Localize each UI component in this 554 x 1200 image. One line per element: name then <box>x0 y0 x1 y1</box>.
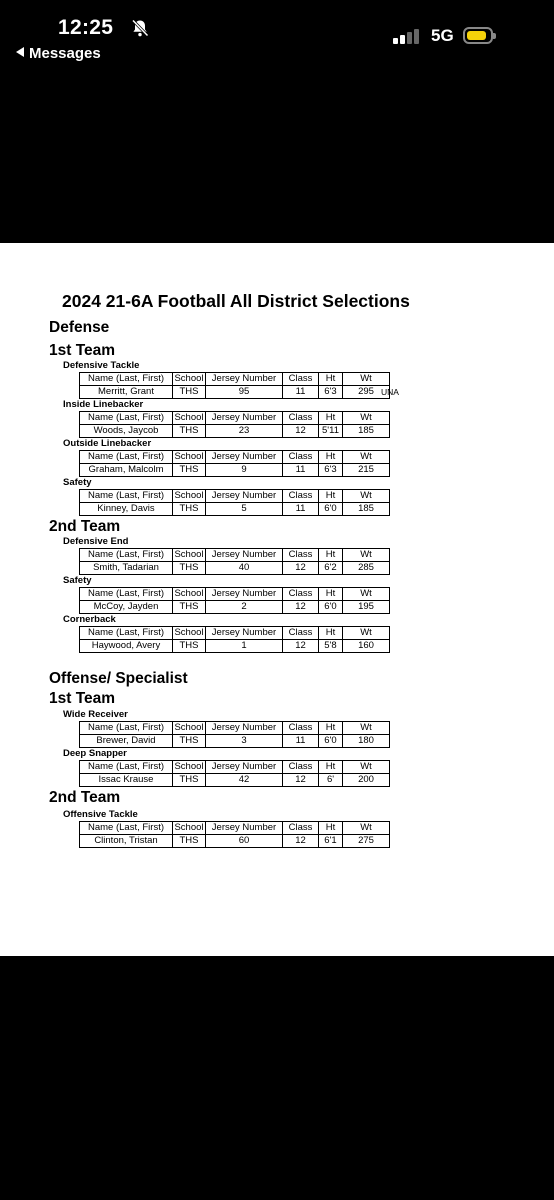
table-cell: 42 <box>206 774 283 787</box>
column-header: Wt <box>343 761 390 774</box>
column-header: Name (Last, First) <box>80 761 173 774</box>
table-cell: THS <box>173 503 206 516</box>
position-label: Safety <box>63 575 92 586</box>
column-header: Ht <box>319 549 343 562</box>
commitment-note: UNA <box>381 387 399 397</box>
position-label: Safety <box>63 477 92 488</box>
player-table <box>79 372 390 399</box>
table-row <box>80 503 390 516</box>
column-header: Name (Last, First) <box>80 490 173 503</box>
clock: 12:25 <box>58 16 114 39</box>
table-cell: Woods, Jaycob <box>80 425 173 438</box>
column-header: School <box>174 722 204 733</box>
column-header: Wt <box>343 373 390 386</box>
table-cell: 12 <box>283 601 319 614</box>
column-header: Ht <box>319 451 343 464</box>
document-title: 2024 21-6A Football All District Selections <box>62 291 410 311</box>
position-label: Defensive End <box>63 536 129 547</box>
player-table <box>79 721 390 748</box>
player-table <box>79 548 390 575</box>
column-header: School <box>174 549 204 560</box>
cellular-signal-icon <box>393 28 423 44</box>
column-header: School <box>174 822 204 833</box>
column-header: Name (Last, First) <box>80 722 173 735</box>
column-header: School <box>174 412 204 423</box>
table-cell: THS <box>173 562 206 575</box>
back-label: Messages <box>29 45 101 62</box>
column-header: School <box>174 627 204 638</box>
table-cell: 295 <box>343 386 390 399</box>
position-label: Wide Receiver <box>63 709 128 720</box>
column-header: Wt <box>343 627 390 640</box>
table-header-row <box>80 451 390 464</box>
column-header: Name (Last, First) <box>80 627 173 640</box>
table-cell: THS <box>173 735 206 748</box>
table-cell: 200 <box>343 774 390 787</box>
column-header: Wt <box>343 822 390 835</box>
table-cell: 5 <box>206 503 283 516</box>
table-cell: 11 <box>283 503 319 516</box>
table-cell: Issac Krause <box>80 774 173 787</box>
column-header: School <box>174 451 204 462</box>
column-header: Wt <box>343 588 390 601</box>
player-table <box>79 411 390 438</box>
table-cell: 195 <box>343 601 390 614</box>
table-cell: THS <box>173 835 206 848</box>
table-header-row <box>80 588 390 601</box>
table-row <box>80 601 390 614</box>
table-cell: 6'2 <box>319 562 343 575</box>
table-header-row <box>80 490 390 503</box>
table-header-row <box>80 761 390 774</box>
player-table <box>79 489 390 516</box>
column-header: Ht <box>319 627 343 640</box>
table-row <box>80 562 390 575</box>
table-cell: 12 <box>283 425 319 438</box>
player-table <box>79 450 390 477</box>
section-heading: Defense <box>49 319 110 336</box>
column-header: Ht <box>319 373 343 386</box>
table-row <box>80 835 390 848</box>
team-heading: 2nd Team <box>49 789 121 806</box>
column-header: Wt <box>343 549 390 562</box>
position-label: Inside Linebacker <box>63 399 144 410</box>
player-table <box>79 821 390 848</box>
table-row <box>80 425 390 438</box>
table-cell: 6' <box>319 774 343 787</box>
table-cell: 9 <box>206 464 283 477</box>
player-table <box>79 587 390 614</box>
column-header: Wt <box>343 490 390 503</box>
table-cell: 1 <box>206 640 283 653</box>
table-cell: THS <box>173 386 206 399</box>
column-header: Class <box>283 373 319 386</box>
table-cell: 180 <box>343 735 390 748</box>
table-cell: 2 <box>206 601 283 614</box>
column-header: Jersey Number <box>206 761 283 774</box>
table-cell: 12 <box>283 640 319 653</box>
column-header: Class <box>283 490 319 503</box>
network-type: 5G <box>431 26 454 45</box>
table-cell: THS <box>173 774 206 787</box>
table-header-row <box>80 822 390 835</box>
column-header: Ht <box>319 412 343 425</box>
table-header-row <box>80 549 390 562</box>
table-cell: 12 <box>283 835 319 848</box>
table-cell: 215 <box>343 464 390 477</box>
column-header: Name (Last, First) <box>80 822 173 835</box>
column-header: Name (Last, First) <box>80 549 173 562</box>
table-cell: 6'0 <box>319 503 343 516</box>
column-header: Ht <box>319 490 343 503</box>
column-header: Ht <box>319 761 343 774</box>
column-header: Name (Last, First) <box>80 412 173 425</box>
table-cell: 6'0 <box>319 601 343 614</box>
table-row <box>80 640 390 653</box>
column-header: Wt <box>343 412 390 425</box>
table-header-row <box>80 412 390 425</box>
column-header: Ht <box>319 822 343 835</box>
document-image[interactable] <box>0 243 554 956</box>
position-label: Offensive Tackle <box>63 809 138 820</box>
column-header: Class <box>283 627 319 640</box>
table-cell: 12 <box>283 562 319 575</box>
table-cell: Graham, Malcolm <box>80 464 173 477</box>
table-cell: Haywood, Avery <box>80 640 173 653</box>
column-header: Class <box>283 588 319 601</box>
position-label: Deep Snapper <box>63 748 127 759</box>
column-header: Jersey Number <box>206 588 283 601</box>
player-table <box>79 760 390 787</box>
table-cell: THS <box>173 425 206 438</box>
table-cell: 6'3 <box>319 464 343 477</box>
player-table <box>79 626 390 653</box>
table-cell: 3 <box>206 735 283 748</box>
table-cell: 275 <box>343 835 390 848</box>
column-header: Class <box>283 549 319 562</box>
column-header: Jersey Number <box>206 822 283 835</box>
table-cell: 60 <box>206 835 283 848</box>
table-header-row <box>80 722 390 735</box>
table-cell: 5'11 <box>319 425 343 438</box>
section-heading: Offense/ Specialist <box>49 670 188 687</box>
column-header: Class <box>283 451 319 464</box>
status-bar <box>0 0 554 70</box>
column-header: School <box>174 373 204 384</box>
table-row <box>80 464 390 477</box>
table-cell: McCoy, Jayden <box>80 601 173 614</box>
table-cell: THS <box>173 640 206 653</box>
table-cell: Clinton, Tristan <box>80 835 173 848</box>
table-cell: 11 <box>283 735 319 748</box>
column-header: Jersey Number <box>206 451 283 464</box>
team-heading: 2nd Team <box>49 518 121 535</box>
table-row <box>80 735 390 748</box>
column-header: Name (Last, First) <box>80 588 173 601</box>
column-header: Jersey Number <box>206 373 283 386</box>
column-header: Class <box>283 822 319 835</box>
table-cell: 6'0 <box>319 735 343 748</box>
column-header: Jersey Number <box>206 722 283 735</box>
column-header: Wt <box>343 451 390 464</box>
table-cell: 11 <box>283 464 319 477</box>
column-header: School <box>174 588 204 599</box>
table-cell: Smith, Tadarian <box>80 562 173 575</box>
back-to-messages-button[interactable] <box>16 45 101 62</box>
table-cell: Kinney, Davis <box>80 503 173 516</box>
column-header: Wt <box>343 722 390 735</box>
table-header-row <box>80 627 390 640</box>
column-header: Class <box>283 412 319 425</box>
table-cell: 285 <box>343 562 390 575</box>
battery-icon <box>463 27 493 44</box>
table-row <box>80 386 390 399</box>
table-cell: 6'1 <box>319 835 343 848</box>
column-header: Class <box>283 722 319 735</box>
table-header-row <box>80 373 390 386</box>
table-cell: 5'8 <box>319 640 343 653</box>
table-cell: THS <box>173 464 206 477</box>
column-header: Name (Last, First) <box>80 373 173 386</box>
table-cell: 6'3 <box>319 386 343 399</box>
table-cell: 12 <box>283 774 319 787</box>
table-cell: 185 <box>343 425 390 438</box>
bell-slash-icon <box>130 18 150 38</box>
table-cell: 95 <box>206 386 283 399</box>
table-cell: 160 <box>343 640 390 653</box>
table-cell: THS <box>173 601 206 614</box>
table-cell: 40 <box>206 562 283 575</box>
column-header: Name (Last, First) <box>80 451 173 464</box>
position-label: Outside Linebacker <box>63 438 152 449</box>
column-header: School <box>174 761 204 772</box>
back-arrow-icon <box>16 47 24 57</box>
column-header: School <box>174 490 204 501</box>
column-header: Jersey Number <box>206 412 283 425</box>
table-cell: 11 <box>283 386 319 399</box>
column-header: Ht <box>319 722 343 735</box>
column-header: Jersey Number <box>206 627 283 640</box>
table-row <box>80 774 390 787</box>
column-header: Ht <box>319 588 343 601</box>
table-cell: 23 <box>206 425 283 438</box>
position-label: Defensive Tackle <box>63 360 140 371</box>
table-cell: Merritt, Grant <box>80 386 173 399</box>
column-header: Jersey Number <box>206 490 283 503</box>
team-heading: 1st Team <box>49 690 116 707</box>
table-cell: Brewer, David <box>80 735 173 748</box>
position-label: Cornerback <box>63 614 116 625</box>
column-header: Jersey Number <box>206 549 283 562</box>
table-cell: 185 <box>343 503 390 516</box>
team-heading: 1st Team <box>49 342 116 359</box>
column-header: Class <box>283 761 319 774</box>
